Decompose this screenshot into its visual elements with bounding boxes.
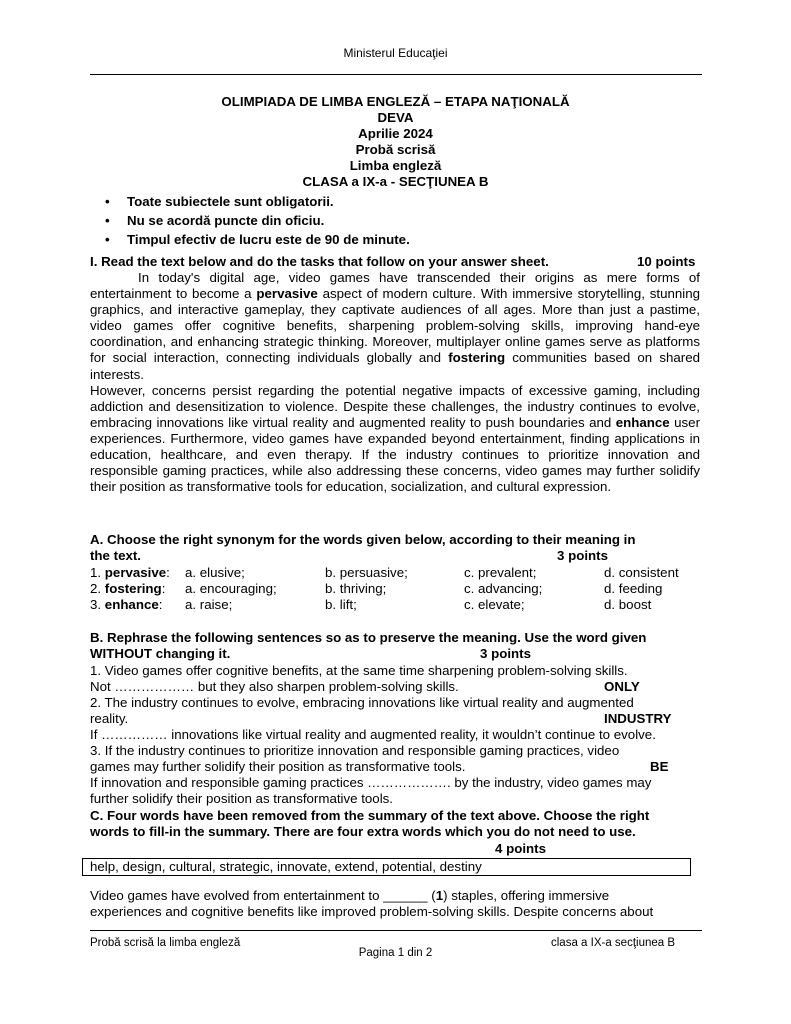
option-d: d. feeding bbox=[604, 581, 663, 596]
keyword-2: INDUSTRY bbox=[604, 711, 672, 726]
page-number: Pagina 1 din 2 bbox=[358, 947, 433, 959]
rephrase-answer-1: Not ……………… but they also sharpen problem-solving skills. bbox=[90, 679, 459, 694]
option-c: c. elevate; bbox=[464, 597, 525, 612]
sectionA-points: 3 points bbox=[557, 548, 608, 563]
synonym-row: 2. fostering: bbox=[90, 581, 166, 596]
rephrase-answer-3: If innovation and responsible gaming practices ………………. by the industry, video games may bbox=[90, 775, 652, 790]
summary-line-2: experiences and cognitive benefits like improved problem-solving skills. Despite concerns about bbox=[90, 904, 654, 919]
title-class: CLASA a IX-a - SECŢIUNEA B bbox=[302, 174, 489, 189]
option-d: d. boost bbox=[604, 597, 652, 612]
rephrase-answer-2: If …………… innovations like virtual reality and augmented reality, it wouldn’t continue to evolve. bbox=[90, 727, 656, 742]
summary-line-1: Video games have evolved from entertainment to ______ (1) staples, offering immersive bbox=[90, 888, 610, 903]
option-a: a. elusive; bbox=[185, 565, 245, 580]
section1-heading: I. Read the text below and do the tasks that follow on your answer sheet. bbox=[90, 254, 549, 269]
footer-rule bbox=[90, 930, 702, 931]
word-bank: help, design, cultural, strategic, innovate, extend, potential, destiny bbox=[90, 859, 482, 874]
word-bank-box bbox=[82, 858, 691, 876]
header-rule bbox=[90, 74, 702, 75]
footer-right: clasa a IX-a secţiunea B bbox=[551, 937, 676, 949]
option-c: c. prevalent; bbox=[464, 565, 537, 580]
reading-paragraph-2: However, concerns persist regarding the potential negative impacts of excessive gaming, including addiction and desensitization to violence. Despite these challenges, the industry continues to evolve, embracing innovations like virtual reality and augmented reality to push boundaries and enhance user experiences. Furthermore, video games have expanded beyond entertainment, finding applications in education, healthcare, and even therapy. If the industry continues to prioritize innovation and responsible gaming practices, while also addressing these concerns, video games may further solidify their position as transformative tools for education, socialization, and cultural expression. bbox=[90, 382, 701, 495]
option-b: b. thriving; bbox=[325, 581, 387, 596]
title-olympiad: OLIMPIADA DE LIMBA ENGLEZĂ – ETAPA NAŢIONALĂ bbox=[221, 94, 570, 109]
title-exam-type: Probă scrisă bbox=[355, 142, 436, 157]
sectionC-heading: C. Four words have been removed from the summary of the text above. Choose the right bbox=[90, 808, 650, 823]
reading-text bbox=[90, 270, 700, 495]
title-subject: Limba engleză bbox=[349, 158, 442, 173]
rephrase-sentence-1: 1. Video games offer cognitive benefits, at the same time sharpening problem-solving skills. bbox=[90, 663, 628, 678]
section1-points: 10 points bbox=[637, 254, 696, 269]
sectionB-heading: B. Rephrase the following sentences so as to preserve the meaning. Use the word given bbox=[90, 630, 647, 645]
option-d: d. consistent bbox=[604, 565, 679, 580]
title-city: DEVA bbox=[377, 110, 414, 125]
reading-paragraph-1: In today's digital age, video games have transcended their origins as mere forms of entertainment to become a pervasive aspect of modern culture. With immersive storytelling, stunning graphics, and interactive gameplay, they captivate audiences of all ages. More than just a pastime, video games offer cognitive benefits, sharpening problem-solving skills, improving hand-eye coordination, and enhancing strategic thinking. Moreover, multiplayer online games serve as platforms for social interaction, connecting individuals globally and fostering communities based on shared interests. bbox=[90, 270, 700, 382]
sectionA-heading-cont: the text. bbox=[90, 548, 141, 563]
sectionB-heading-cont: WITHOUT changing it. bbox=[90, 646, 231, 661]
option-a: a. raise; bbox=[185, 597, 233, 612]
title-date: Aprilie 2024 bbox=[358, 126, 433, 141]
footer-left: Probă scrisă la limba engleză bbox=[90, 937, 241, 949]
option-b: b. persuasive; bbox=[325, 565, 408, 580]
sectionC-points: 4 points bbox=[495, 841, 546, 856]
rephrase-answer-3-cont: further solidify their position as transformative tools. bbox=[90, 791, 394, 806]
keyword-3: BE bbox=[650, 759, 669, 774]
synonym-row: 3. enhance: bbox=[90, 597, 163, 612]
synonym-row: 1. pervasive: bbox=[90, 565, 170, 580]
rephrase-sentence-3: 3. If the industry continues to prioritize innovation and responsible gaming practices, video bbox=[90, 743, 620, 758]
option-c: c. advancing; bbox=[464, 581, 543, 596]
rephrase-sentence-2-cont: reality. bbox=[90, 711, 129, 726]
rephrase-sentence-2: 2. The industry continues to evolve, embracing innovations like virtual reality and augmented bbox=[90, 695, 634, 710]
sectionC-heading-cont: words to fill-in the summary. There are four extra words which you do not need to use. bbox=[90, 824, 636, 839]
rephrase-sentence-3-cont: games may further solidify their position as transformative tools. bbox=[90, 759, 466, 774]
sectionA-heading: A. Choose the right synonym for the words given below, according to their meaning in bbox=[90, 532, 636, 547]
header-ministry: Ministerul Educaţiei bbox=[343, 46, 448, 60]
option-b: b. lift; bbox=[325, 597, 357, 612]
option-a: a. encouraging; bbox=[185, 581, 277, 596]
keyword-1: ONLY bbox=[604, 679, 640, 694]
sectionB-points: 3 points bbox=[480, 646, 531, 661]
